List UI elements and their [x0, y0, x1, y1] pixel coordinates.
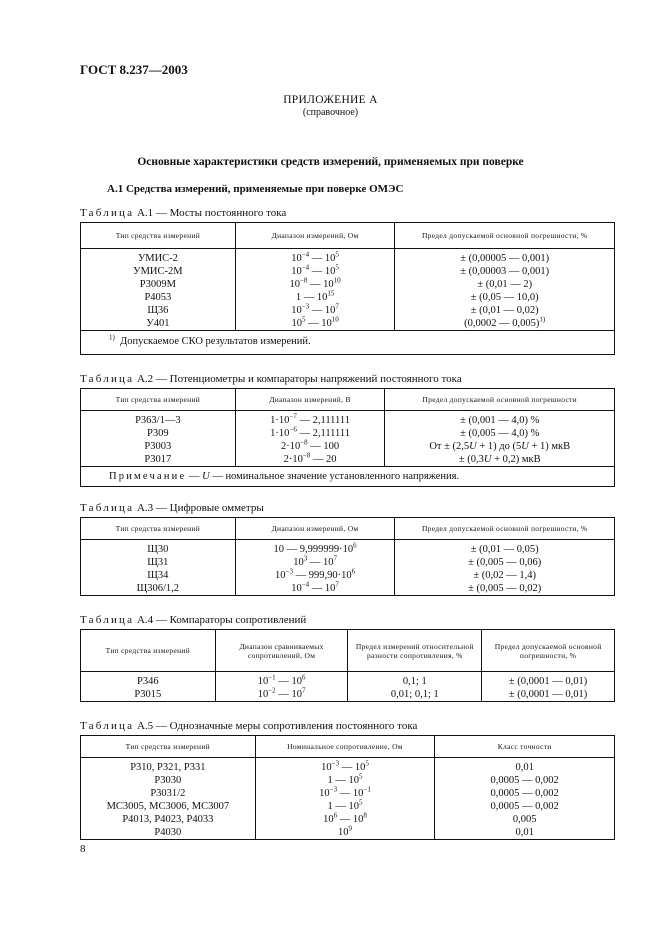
- table-cell: ± (0,01 — 0,05): [395, 540, 615, 557]
- table-cell: $1\cdot 10^{-6}$ — 2,111111: [235, 427, 385, 440]
- table-resistance-measures: [80, 735, 615, 840]
- table-row: [81, 278, 615, 291]
- table-cell: Р4030: [81, 826, 256, 840]
- table-cell: Р310, Р321, Р331: [81, 758, 256, 775]
- table-row: [81, 411, 615, 428]
- table-row: [81, 556, 615, 569]
- table-cell: 0,005: [435, 813, 615, 826]
- table-cell: $10^{-2}$ — $10^7$: [215, 688, 348, 702]
- section-title: А.1 Средства измерений, применяемые при поверке ОМЭС: [107, 183, 404, 195]
- table-note: Примечание — U — номинальное значение установленного напряжения.: [81, 467, 615, 487]
- table-row: [81, 774, 615, 787]
- table-cell: УМИС-2: [81, 249, 236, 266]
- table-cell: ± (0,0001 — 0,01): [482, 672, 615, 689]
- table-cell: Р3003: [81, 440, 236, 453]
- table-caption: Таблица А.5 — Однозначные меры сопротивления постоянного тока: [80, 720, 418, 732]
- column-header: Номинальное сопротивление, Ом: [255, 736, 435, 758]
- table-bridges: [80, 222, 615, 355]
- table-cell: $10^{-3}$ — $10^{-1}$: [255, 787, 435, 800]
- column-header: Диапазон измерений, В: [235, 389, 385, 411]
- table-cell: От ± (2,5U + 1) до (5U + 1) мкВ: [385, 440, 615, 453]
- table-cell: $10^{-3}$ — $999,90\cdot 10^6$: [235, 569, 395, 582]
- table-cell: Щ31: [81, 556, 236, 569]
- table-cell: $10^{-4}$ — $10^7$: [235, 582, 395, 596]
- table-row: [81, 672, 615, 689]
- table-row: [81, 265, 615, 278]
- column-header: Предел допускаемой основной погрешности, %: [482, 630, 615, 672]
- column-header: Тип средства измерений: [81, 389, 236, 411]
- table-row: [81, 249, 615, 266]
- table-row: [81, 813, 615, 826]
- column-header: Предел измерений относительной разности сопротивления, %: [348, 630, 482, 672]
- table-cell: ± (0,05 — 10,0): [395, 291, 615, 304]
- table-row: [81, 787, 615, 800]
- table-row: [81, 440, 615, 453]
- table-row: [81, 758, 615, 775]
- table-cell: Р3017: [81, 453, 236, 467]
- table-cell: Р363/1—3: [81, 411, 236, 428]
- table-cell: $10^{-3}$ — $10^5$: [255, 758, 435, 775]
- table-cell: $2\cdot 10^{-8}$ — 20: [235, 453, 385, 467]
- table-cell: Р3009М: [81, 278, 236, 291]
- table-cell: 0,0005 — 0,002: [435, 774, 615, 787]
- table-cell: ± (0,02 — 1,4): [395, 569, 615, 582]
- table-cell: ± (0,001 — 4,0) %: [385, 411, 615, 428]
- table-cell: Р346: [81, 672, 216, 689]
- table-caption: Таблица А.1 — Мосты постоянного тока: [80, 207, 287, 219]
- table-cell: ± (0,01 — 0,02): [395, 304, 615, 317]
- table-row: [81, 291, 615, 304]
- table-row: [81, 569, 615, 582]
- appendix-subtitle: (справочное): [302, 107, 359, 118]
- table-cell: ± (0,3U + 0,2) мкВ: [385, 453, 615, 467]
- column-header: Тип средства измерений: [81, 630, 216, 672]
- column-header: Тип средства измерений: [81, 736, 256, 758]
- table-comparators: [80, 629, 615, 702]
- table-cell: 10 — $9,999999\cdot 10^6$: [235, 540, 395, 557]
- table-cell: Р4053: [81, 291, 236, 304]
- table-cell: $2\cdot 10^{-8}$ — 100: [235, 440, 385, 453]
- column-header: Тип средства измерений: [81, 518, 236, 540]
- table-cell: Р4013, Р4023, Р4033: [81, 813, 256, 826]
- table-row: [81, 453, 615, 467]
- main-title: Основные характеристики средств измерений, применяемых при поверке: [137, 156, 524, 168]
- table-cell: ± (0,01 — 2): [395, 278, 615, 291]
- table-row: [81, 427, 615, 440]
- table-cell: У401: [81, 317, 236, 331]
- table-cell: $10^9$: [255, 826, 435, 840]
- column-header: Предел допускаемой основной погрешности: [385, 389, 615, 411]
- column-header: Диапазон измерений, Ом: [235, 223, 395, 249]
- table-row: [81, 826, 615, 840]
- table-cell: Р309: [81, 427, 236, 440]
- table-caption: Таблица А.3 — Цифровые омметры: [80, 502, 264, 514]
- table-cell: УМИС-2М: [81, 265, 236, 278]
- table-cell: ± (0,00003 — 0,001): [395, 265, 615, 278]
- table-cell: 0,01: [435, 826, 615, 840]
- table-row: [81, 800, 615, 813]
- table-cell: Р3031/2: [81, 787, 256, 800]
- column-header: Тип средства измерений: [81, 223, 236, 249]
- table-cell: 1 — $10^{15}$: [235, 291, 395, 304]
- table-cell: $1\cdot 10^{-7}$ — 2,111111: [235, 411, 385, 428]
- table-cell: (0,0002 — 0,005)$^{1)}$: [395, 317, 615, 331]
- table-cell: ± (0,00005 — 0,001): [395, 249, 615, 266]
- table-cell: ± (0,0001 — 0,01): [482, 688, 615, 702]
- table-cell: Р3030: [81, 774, 256, 787]
- table-cell: $10^{-1}$ — $10^6$: [215, 672, 348, 689]
- table-cell: Щ36: [81, 304, 236, 317]
- table-cell: $10^{-4}$ — $10^5$: [235, 265, 395, 278]
- table-row: [81, 540, 615, 557]
- table-footnote: $^{1)}$ Допускаемое СКО результатов измерений.: [81, 331, 615, 355]
- column-header: Диапазон сравниваемых сопротивлений, Ом: [215, 630, 348, 672]
- table-cell: Щ34: [81, 569, 236, 582]
- table-cell: $10^{-4}$ — $10^5$: [235, 249, 395, 266]
- table-cell: 0,0005 — 0,002: [435, 800, 615, 813]
- table-cell: Р3015: [81, 688, 216, 702]
- table-cell: $10^6$ — $10^8$: [255, 813, 435, 826]
- table-caption: Таблица А.2 — Потенциометры и компараторы напряжений постоянного тока: [80, 373, 462, 385]
- document-header: ГОСТ 8.237—2003: [80, 62, 188, 77]
- table-cell: 1 — $10^5$: [255, 800, 435, 813]
- table-potentiometers: [80, 388, 615, 487]
- table-row: [81, 582, 615, 596]
- table-cell: ± (0,005 — 0,06): [395, 556, 615, 569]
- table-cell: 0,01: [435, 758, 615, 775]
- column-header: Предел допускаемой основной погрешности, %: [395, 223, 615, 249]
- table-row: [81, 304, 615, 317]
- table-cell: Щ30: [81, 540, 236, 557]
- table-cell: 0,0005 — 0,002: [435, 787, 615, 800]
- table-cell: 0,01; 0,1; 1: [348, 688, 482, 702]
- table-cell: $10^3$ — $10^7$: [235, 556, 395, 569]
- column-header: Предел допускаемой основной погрешности, %: [395, 518, 615, 540]
- table-cell: $10^{-3}$ — $10^7$: [235, 304, 395, 317]
- table-cell: МС3005, МС3006, МС3007: [81, 800, 256, 813]
- table-cell: 0,1; 1: [348, 672, 482, 689]
- column-header: Диапазон измерений, Ом: [235, 518, 395, 540]
- table-cell: ± (0,005 — 0,02): [395, 582, 615, 596]
- table-row: [81, 688, 615, 702]
- table-caption: Таблица А.4 — Компараторы сопротивлений: [80, 614, 307, 626]
- table-row: [81, 317, 615, 331]
- table-cell: Щ306/1,2: [81, 582, 236, 596]
- table-cell: 1 — $10^5$: [255, 774, 435, 787]
- page-number: 8: [80, 843, 86, 855]
- column-header: Класс точности: [435, 736, 615, 758]
- table-cell: ± (0,005 — 4,0) %: [385, 427, 615, 440]
- appendix-title: ПРИЛОЖЕНИЕ А: [283, 94, 378, 106]
- table-cell: $10^5$ — $10^{10}$: [235, 317, 395, 331]
- table-cell: $10^{-8}$ — $10^{10}$: [235, 278, 395, 291]
- table-ohmmeters: [80, 517, 615, 596]
